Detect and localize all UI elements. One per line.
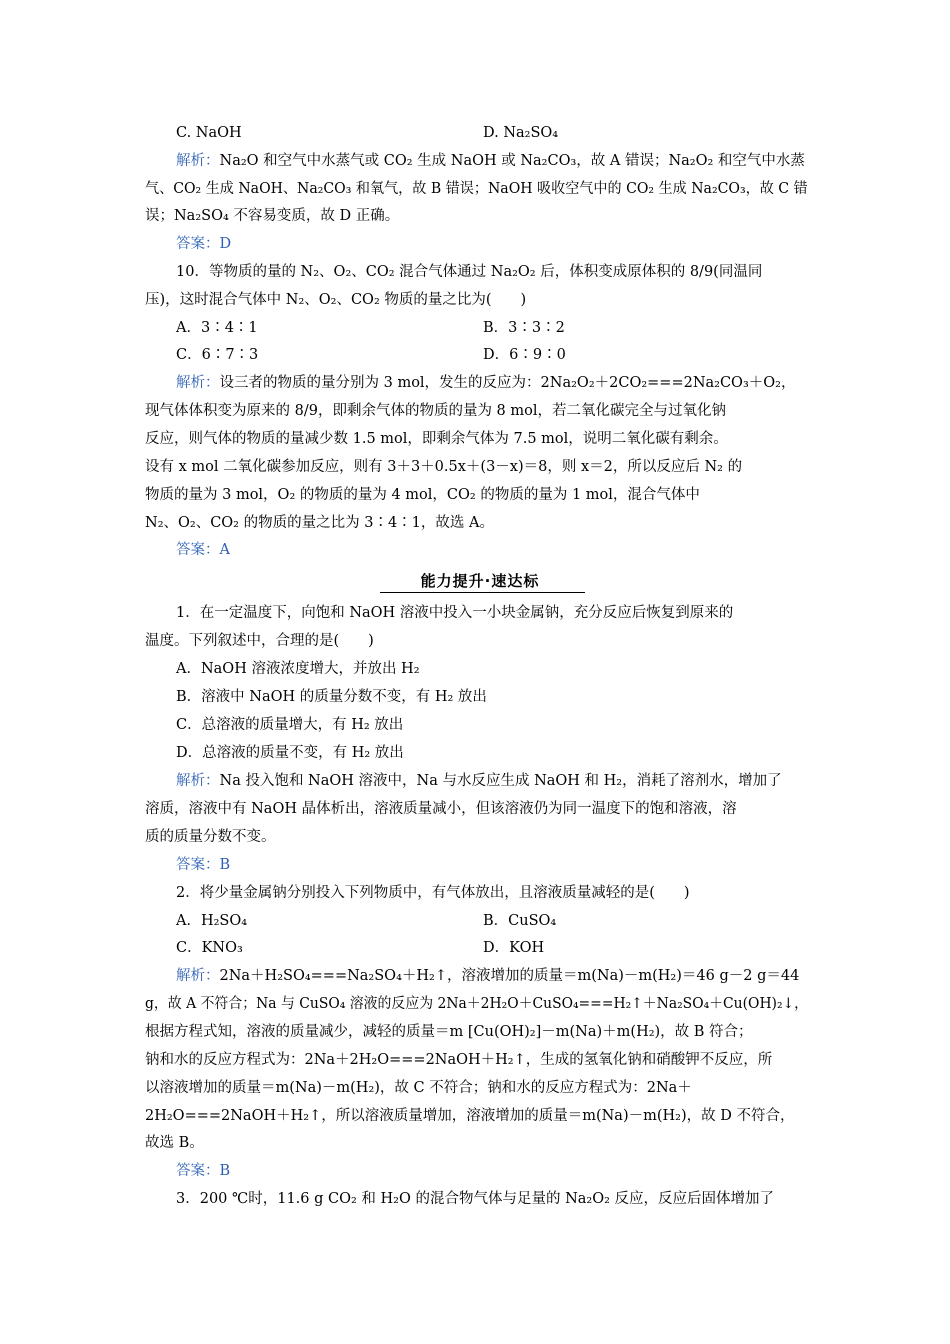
q10-analysis-line-4: 设有 x mol 二氧化碳参加反应，则有 3＋3＋0.5x＋(3－x)＝8，则 x＝2，所以反应后 N₂ 的 <box>145 459 743 475</box>
analysis-label: 解析： <box>176 773 220 789</box>
p2-option-a: A．H₂SO₄ <box>176 913 248 929</box>
analysis-text: Na 投入饱和 NaOH 溶液中，Na 与水反应生成 NaOH 和 H₂，消耗了溶剂水，增加了 <box>219 773 782 789</box>
analysis-text: Na₂O 和空气中水蒸气或 CO₂ 生成 NaOH 或 Na₂CO₃，故 A 错误；Na₂O₂ 和空气中水蒸 <box>219 153 805 169</box>
p2-analysis-line-4: 钠和水的反应方程式为：2Na＋2H₂O===2NaOH＋H₂↑，生成的氢氧化钠和硝酸钾不反应，所 <box>145 1052 773 1068</box>
p1-option-b: B．溶液中 NaOH 的质量分数不变，有 H₂ 放出 <box>176 689 487 705</box>
q9-option-d: D. Na₂SO₄ <box>483 125 559 141</box>
p2-analysis-line-5: 以溶液增加的质量＝m(Na)－m(H₂)，故 C 不符合；钠和水的反应方程式为：2Na＋ <box>145 1080 692 1096</box>
q10-answer: 答案：A <box>176 542 230 558</box>
p1-option-d: D．总溶液的质量不变，有 H₂ 放出 <box>176 745 404 761</box>
p1-answer: 答案：B <box>176 857 231 873</box>
q10-analysis-line-6: N₂、O₂、CO₂ 的物质的量之比为 3∶4∶1，故选 A。 <box>145 515 494 531</box>
p1-analysis-line-2: 溶质，溶液中有 NaOH 晶体析出，溶液质量减小，但该溶液仍为同一温度下的饱和溶液，溶 <box>145 801 737 817</box>
p2-analysis-line-7: 故选 B。 <box>145 1135 204 1151</box>
p1-option-a: A．NaOH 溶液浓度增大，并放出 H₂ <box>176 661 420 677</box>
p1-option-c: C．总溶液的质量增大，有 H₂ 放出 <box>176 717 404 733</box>
q10-stem-line-2: 压)，这时混合气体中 N₂、O₂、CO₂ 物质的量之比为( ) <box>145 292 527 308</box>
p2-answer: 答案：B <box>176 1163 231 1179</box>
q10-analysis-line-3: 反应，则气体的物质的量减少数 1.5 mol，即剩余气体为 7.5 mol，说明二氧化碳有剩余。 <box>145 431 728 447</box>
p2-option-b: B．CuSO₄ <box>483 913 557 929</box>
q9-option-c: C. NaOH <box>176 125 242 141</box>
p2-stem-line-1: 2．将少量金属钠分别投入下列物质中，有气体放出，且溶液质量减轻的是( ) <box>176 885 690 901</box>
p2-analysis-line-2: g，故 A 不符合；Na 与 CuSO₄ 溶液的反应为 2Na＋2H₂O＋CuSO₄===H₂↑＋Na₂SO₄＋Cu(OH)₂↓， <box>145 996 809 1012</box>
q10-analysis-line-2: 现气体体积变为原来的 8/9，即剩余气体的物质的量为 8 mol，若二氧化碳完全与过氧化钠 <box>145 403 727 419</box>
q10-analysis-line-5: 物质的量为 3 mol，O₂ 的物质的量为 4 mol，CO₂ 的物质的量为 1 mol，混合气体中 <box>145 487 700 503</box>
p3-stem-line-1: 3．200 ℃时，11.6 g CO₂ 和 H₂O 的混合物气体与足量的 Na₂O₂ 反应，反应后固体增加了 <box>176 1191 775 1207</box>
q10-stem-line-1: 10．等物质的量的 N₂、O₂、CO₂ 混合气体通过 Na₂O₂ 后，体积变成原体积的 8/9(同温同 <box>176 264 763 280</box>
analysis-label: 解析： <box>176 968 220 984</box>
q10-option-c: C．6∶7∶3 <box>176 347 259 363</box>
p2-analysis-line-6: 2H₂O===2NaOH＋H₂↑，所以溶液质量增加，溶液增加的质量＝m(Na)－m(H₂)，故 D 不符合， <box>145 1108 795 1124</box>
p1-stem-line-2: 温度。下列叙述中，合理的是( ) <box>145 633 374 649</box>
analysis-text: 设三者的物质的量分别为 3 mol，发生的反应为：2Na₂O₂＋2CO₂===2Na₂CO₃＋O₂， <box>219 375 796 391</box>
p2-analysis-line-1 <box>176 967 799 985</box>
q9-analysis-line-1 <box>176 152 805 170</box>
p2-analysis-line-3: 根据方程式知，溶液的质量减少，减轻的质量＝m [Cu(OH)₂]－m(Na)＋m(H₂)，故 B 符合； <box>145 1024 753 1040</box>
q9-analysis-line-2: 气、CO₂ 生成 NaOH、Na₂CO₃ 和氧气，故 B 错误；NaOH 吸收空气中的 CO₂ 生成 Na₂CO₃，故 C 错 <box>145 181 808 197</box>
analysis-label: 解析： <box>176 375 220 391</box>
q10-analysis-line-1 <box>176 374 795 392</box>
p1-analysis-line-1 <box>176 772 782 790</box>
p2-option-c: C．KNO₃ <box>176 940 243 956</box>
q10-option-a: A．3∶4∶1 <box>176 320 258 336</box>
p1-analysis-line-3: 质的质量分数不变。 <box>145 829 276 845</box>
p2-option-d: D．KOH <box>483 940 545 956</box>
p1-stem-line-1: 1．在一定温度下，向饱和 NaOH 溶液中投入一小块金属钠，充分反应后恢复到原来的 <box>176 605 734 621</box>
section-title: 能力提升·速达标 <box>420 572 540 590</box>
analysis-label: 解析： <box>176 153 220 169</box>
section-title-underline <box>380 592 585 593</box>
q10-option-d: D．6∶9∶0 <box>483 347 566 363</box>
q10-option-b: B．3∶3∶2 <box>483 320 565 336</box>
analysis-text: 2Na＋H₂SO₄===Na₂SO₄＋H₂↑，溶液增加的质量＝m(Na)－m(H₂)＝46 g－2 g＝44 <box>219 968 800 984</box>
q9-analysis-line-3: 误；Na₂SO₄ 不容易变质，故 D 正确。 <box>145 208 400 224</box>
q9-answer: 答案：D <box>176 236 232 252</box>
